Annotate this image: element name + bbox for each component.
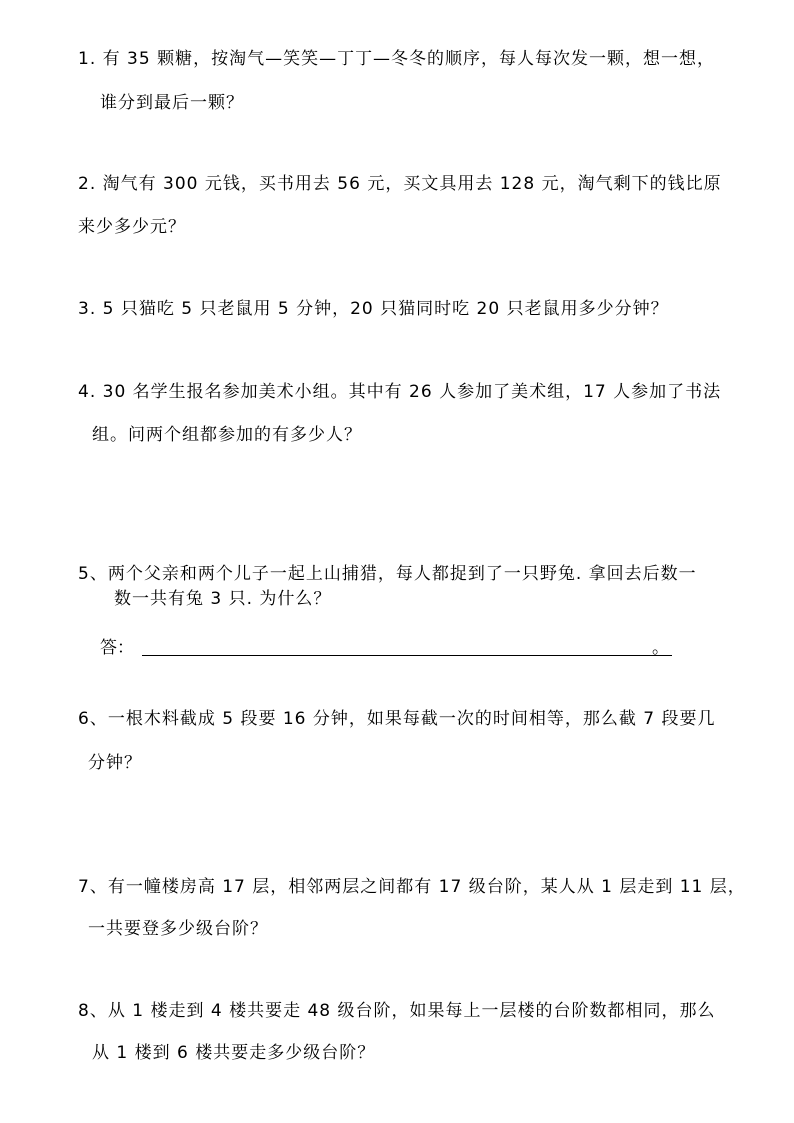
question-5-line-2: 数一共有兔 3 只. 为什么？: [114, 589, 332, 609]
answer-blank-line[interactable]: [142, 655, 672, 656]
question-2-line-2: 来少多少元？: [78, 217, 186, 237]
question-7-line-2: 一共要登多少级台阶？: [88, 919, 268, 939]
question-4-line-2: 组。问两个组都参加的有多少人？: [92, 425, 362, 445]
question-3-line-1: 3. 5 只猫吃 5 只老鼠用 5 分钟，20 只猫同时吃 20 只老鼠用多少分钟？: [78, 299, 669, 319]
question-8-line-2: 从 1 楼到 6 楼共要走多少级台阶？: [92, 1043, 376, 1063]
question-1-line-1: 1. 有 35 颗糖，按淘气—笑笑—丁丁—冬冬的顺序，每人每次发一颗，想一想，: [78, 49, 716, 69]
question-5-line-1: 5、两个父亲和两个儿子一起上山捕猎，每人都捉到了一只野兔. 拿回去后数一: [78, 564, 697, 584]
question-6-line-2: 分钟？: [88, 753, 142, 773]
question-7-line-1: 7、有一幢楼房高 17 层，相邻两层之间都有 17 级台阶，某人从 1 层走到 11 层，: [78, 877, 746, 897]
answer-end-mark: 。: [652, 638, 669, 658]
question-6-line-1: 6、一根木料截成 5 段要 16 分钟，如果每截一次的时间相等，那么截 7 段要几: [78, 709, 716, 729]
question-4-line-1: 4. 30 名学生报名参加美术小组。其中有 26 人参加了美术组，17 人参加了书法: [78, 382, 722, 402]
question-8-line-1: 8、从 1 楼走到 4 楼共要走 48 级台阶，如果每上一层楼的台阶数都相同，那么: [78, 1001, 716, 1021]
answer-label: 答：: [100, 638, 134, 658]
question-1-line-2: 谁分到最后一颗？: [100, 93, 244, 113]
question-2-line-1: 2. 淘气有 300 元钱，买书用去 56 元，买文具用去 128 元，淘气剩下的钱比原: [78, 174, 722, 194]
